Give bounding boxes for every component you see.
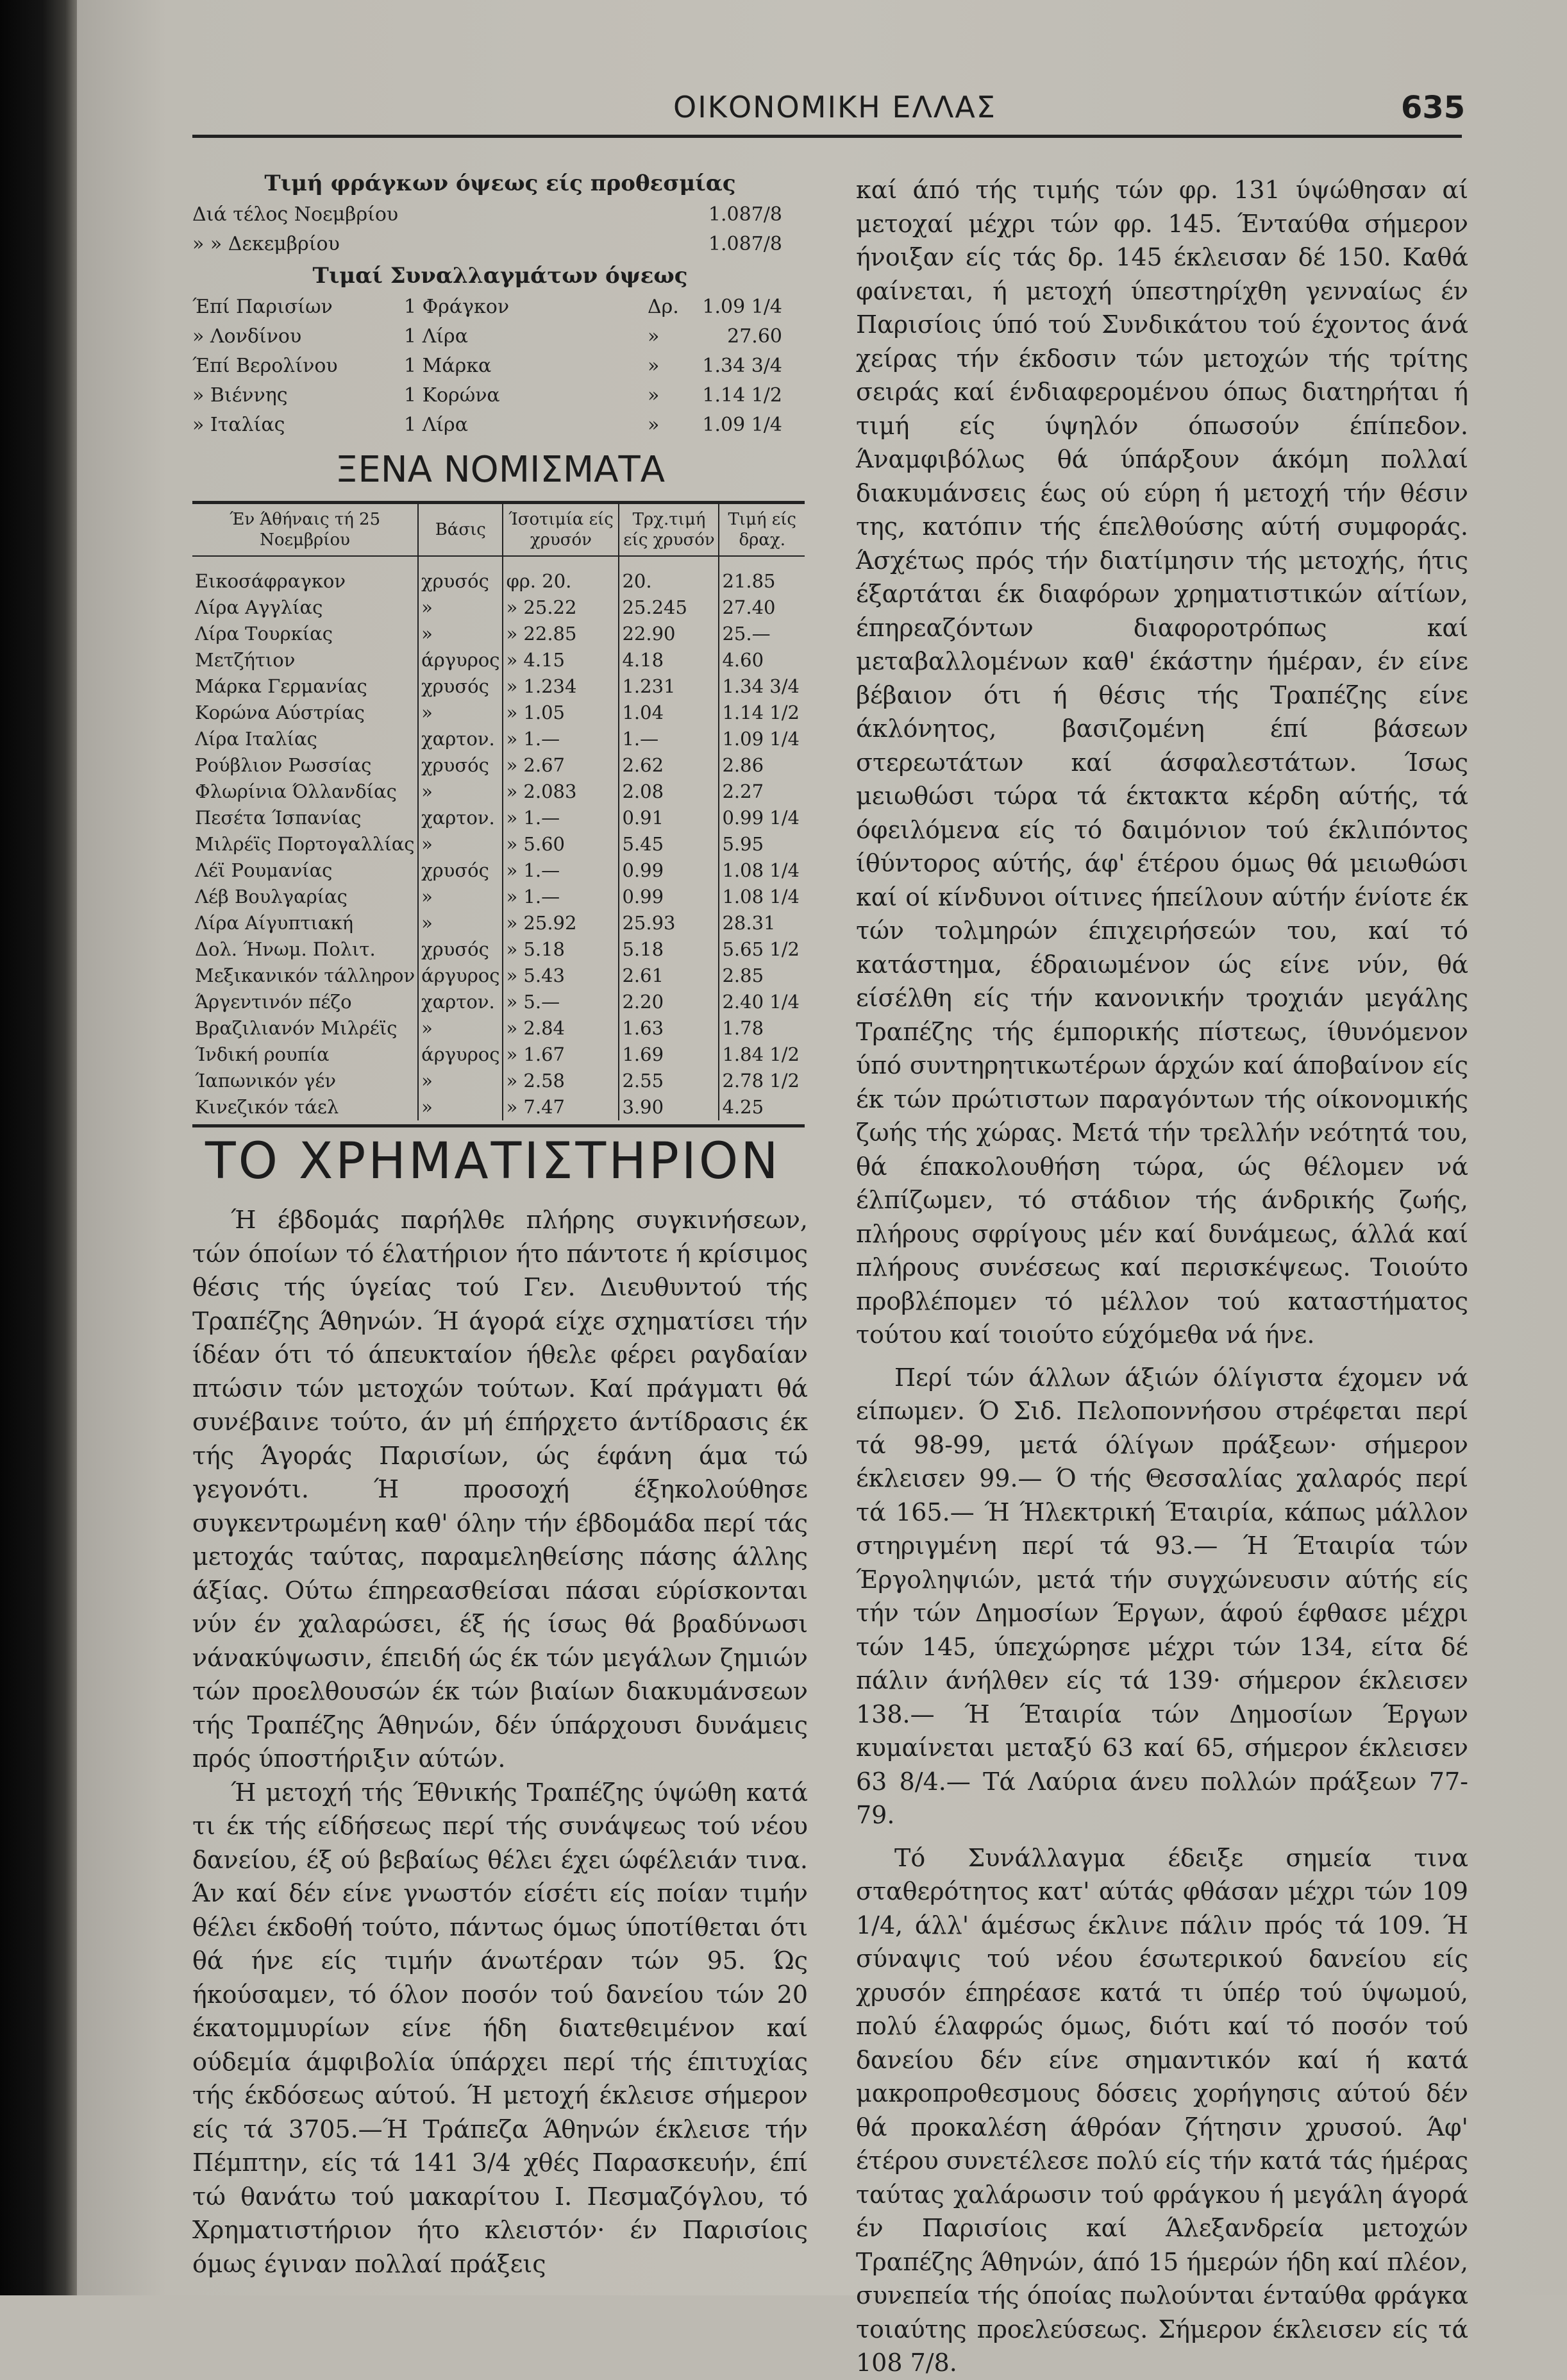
coin-parity: » 1.—: [503, 805, 619, 831]
coins-title: ΞΕΝΑ ΝΟΜΙΣΜΑΤΑ: [335, 449, 666, 491]
coin-gold-price: 1.04: [619, 700, 719, 726]
coin-gold-price: 0.99: [619, 884, 719, 910]
coin-drachma-price: 28.31: [719, 910, 805, 936]
exchange-currency: »: [648, 414, 660, 436]
coin-drachma-price: 4.25: [719, 1094, 805, 1120]
header-rule: [192, 135, 1462, 138]
coin-basis: »: [418, 700, 503, 726]
coin-gold-price: 1.63: [619, 1015, 719, 1042]
coin-name: Άργεντινόν πέζο: [195, 991, 352, 1013]
table-row: [192, 1094, 805, 1120]
coin-basis: χρυσός: [418, 752, 503, 779]
coin-name: Λέϊ Ρουμανίας: [195, 859, 333, 881]
exchange-value: 27.60: [727, 325, 782, 348]
coins-table-body: [192, 556, 805, 1120]
coin-basis: χαρτον.: [418, 805, 503, 831]
coin-gold-price: 2.08: [619, 779, 719, 805]
table-row: [192, 805, 805, 831]
coin-gold-price: 0.99: [619, 857, 719, 884]
coin-name: Πεσέτα Ίσπανίας: [195, 807, 362, 829]
exchange-value: 1.09 1/4: [702, 296, 782, 318]
coin-name: Εικοσάφραγκον: [195, 570, 346, 592]
coin-name: Λίρα Τουρκίας: [195, 623, 333, 645]
table-row: [192, 556, 805, 595]
article-title: ΤΟ ΧΡΗΜΑΤΙΣΤΗΡΙΟΝ: [205, 1133, 781, 1190]
price-value: 1.087/8: [708, 233, 782, 255]
table-row: [192, 1015, 805, 1042]
paragraph-gap: [856, 1352, 1468, 1361]
table-header-row: [192, 503, 805, 557]
coin-basis: »: [418, 621, 503, 647]
coin-basis: χαρτον.: [418, 726, 503, 752]
coin-drachma-price: 1.34 3/4: [719, 673, 805, 700]
coin-drachma-price: 1.08 1/4: [719, 884, 805, 910]
coin-basis: άργυρος: [418, 963, 503, 989]
coin-basis: χαρτον.: [418, 989, 503, 1015]
coin-gold-price: 5.18: [619, 936, 719, 963]
coin-name: Λίρα Αίγυπτιακή: [195, 912, 353, 934]
right-column: [856, 173, 1468, 2377]
table-row: [192, 989, 805, 1015]
table-row: [192, 779, 805, 805]
coin-drachma-price: 27.40: [719, 595, 805, 621]
coin-basis: »: [418, 1015, 503, 1042]
coin-name: Ρούβλιον Ρωσσίας: [195, 754, 372, 776]
price-value: 1.087/8: [708, 203, 782, 226]
coin-gold-price: 2.55: [619, 1068, 719, 1094]
table-row: [192, 1042, 805, 1068]
coin-drachma-price: 2.40 1/4: [719, 989, 805, 1015]
col-header-basis: Βάσις: [418, 503, 503, 557]
prices-list: [192, 200, 808, 259]
coin-gold-price: 25.93: [619, 910, 719, 936]
coin-drachma-price: 2.78 1/2: [719, 1068, 805, 1094]
coin-drachma-price: 5.95: [719, 831, 805, 857]
exchange-title: Τιμαί Συναλλαγμάτων όψεως: [312, 263, 688, 289]
prices-title: Τιμή φράγκων όψεως είς προθεσμίας: [264, 171, 736, 196]
coin-drachma-price: 2.86: [719, 752, 805, 779]
coin-parity: » 7.47: [503, 1094, 619, 1120]
coin-drachma-price: 1.84 1/2: [719, 1042, 805, 1068]
coin-name: Μιλρέϊς Πορτογαλλίας: [195, 833, 415, 855]
coin-gold-price: 1.—: [619, 726, 719, 752]
coin-name: Μεξικανικόν τάλληρον: [195, 965, 415, 986]
coin-gold-price: 4.18: [619, 647, 719, 673]
coin-drachma-price: 1.09 1/4: [719, 726, 805, 752]
coin-parity: » 5.60: [503, 831, 619, 857]
coin-gold-price: 20.: [619, 556, 719, 595]
coin-basis: χρυσός: [418, 857, 503, 884]
exchange-unit: 1 Φράγκον: [404, 296, 510, 318]
article-paragraph: Ή μετοχή τής Έθνικής Τραπέζης ύψώθη κατά τι έκ τής είδήσεως περί τής συνάψεως τού νέου δανείου, έξ ού βεβαίως θέλει έχει ώφέλειάν τινα. Άν καί δέν είνε γνωστόν είσέτι είς ποίαν τιμήν θέλει έκδοθή τούτο, πάντως όμως ύποτίθεται ότι θά ήνε είς τιμήν άνωτέραν τών 95. Ώς ήκούσαμεν, τό όλον ποσόν τού δανείου τών 20 έκατομμυρίων είνε ήδη διατεθειμένον καί ούδεμία άμφιβολία ύπάρχει περί τής έπιτυχίας τής έκδόσεως αύτού. Ή μετοχή έκλεισε σήμερον είς τά 3705.—Ή Τράπεζα Άθηνών έκλεισε τήν Πέμπτην, είς τά 141 3/4 χθές Παρασκευήν, έπί τώ θανάτω τού μακαρίτου Ι. Πεσμαζόγλου, τό Χρηματιστήριον ήτο κλειστόν· έν Παρισίοις όμως έγιναν πολλαί πράξεις: [192, 1778, 808, 2278]
coin-drachma-price: 0.99 1/4: [719, 805, 805, 831]
coin-parity: » 2.84: [503, 1015, 619, 1042]
table-row: [192, 647, 805, 673]
exchange-unit: 1 Κορώνα: [404, 384, 500, 407]
coin-parity: » 1.—: [503, 726, 619, 752]
table-row: [192, 726, 805, 752]
table-row: [192, 963, 805, 989]
table-row: [192, 673, 805, 700]
coin-name: Ίαπωνικόν γέν: [195, 1070, 337, 1092]
exchange-currency: Δρ.: [648, 296, 679, 318]
coin-parity: » 5.—: [503, 989, 619, 1015]
coin-drachma-price: 1.08 1/4: [719, 857, 805, 884]
exchange-value: 1.14 1/2: [702, 384, 782, 407]
coin-name: Δολ. Ήνωμ. Πολιτ.: [195, 938, 376, 960]
coin-gold-price: 2.62: [619, 752, 719, 779]
coin-drachma-price: 1.78: [719, 1015, 805, 1042]
coin-parity: » 22.85: [503, 621, 619, 647]
exchange-unit: 1 Λίρα: [404, 414, 468, 436]
coin-basis: »: [418, 831, 503, 857]
price-label: » » Δεκεμβρίου: [192, 233, 340, 255]
exchange-place: » Βιέννης: [192, 384, 288, 407]
exchange-row: [192, 410, 808, 440]
table-row: [192, 857, 805, 884]
left-column: [192, 167, 808, 2278]
coin-drachma-price: 1.14 1/2: [719, 700, 805, 726]
col-header-parity: Ίσοτιμία είς χρυσόν: [503, 503, 619, 557]
coin-name: Λίρα Αγγλίας: [195, 596, 323, 618]
coin-name: Φλωρίνια Όλλανδίας: [195, 781, 397, 802]
book-binding-shadow: [0, 0, 77, 2295]
exchange-place: » Ιταλίας: [192, 414, 285, 436]
table-row: [192, 700, 805, 726]
coin-gold-price: 22.90: [619, 621, 719, 647]
coin-parity: » 25.92: [503, 910, 619, 936]
coin-basis: »: [418, 779, 503, 805]
coin-drachma-price: 5.65 1/2: [719, 936, 805, 963]
coin-basis: χρυσός: [418, 673, 503, 700]
coin-basis: »: [418, 595, 503, 621]
coins-table: [192, 501, 805, 1120]
coin-basis: »: [418, 1094, 503, 1120]
coin-gold-price: 3.90: [619, 1094, 719, 1120]
coin-parity: » 1.05: [503, 700, 619, 726]
article-paragraph: καί άπό τής τιμής τών φρ. 131 ύψώθησαν αί μετοχαί μέχρι τών φρ. 145. Ένταύθα σήμερον ήνοιξαν είς τάς δρ. 145 έκλεισαν δέ 150. Καθά φαίνεται, ή μετοχή ύπεστηρίχθη γενναίως έν Παρισίοις ύπό τού Συνδικάτου τού έχοντος άνά χείρας τήν έκδοσιν τών μετοχών τής τρίτης σειράς καί ένδιαφερομένου όπως διατηρήται ή τιμή είς ύψηλόν όπωσούν έπίπεδον. Άναμφιβόλως θά ύπάρξουν άκόμη πολλαί διακυμάνσεις έως ού εύρη ή μετοχή τήν θέσιν της, κατόπιν τής έπελθούσης αύτή συμφοράς. Άσχέτως πρός τήν διατίμησιν τής μετοχής, ήτις έξαρτάται έκ διαφόρων χρηματιστικών αίτίων, έπηρεαζόντων διαφοροτρόπως καί μεταβαλλομένων καθ' έκάστην ήμέραν, έν είνε βέβαιον ότι ή θέσις τής Τραπέζης είνε άκλόνητος, βασιζομένη έπί βάσεων στερεωτάτων καί άσφαλεστάτων. Ίσως μειωθώσι τώρα τά έκτακτα κέρδη αύτής, τά όφειλόμενα είς τό δαιμόνιον τού έκλιπόντος ίθύντορος αύτής, άφ' έτέρου όμως θά μειωθώσι καί οί κίνδυνοι οίτινες ήπείλουν αύτήν ένίοτε έκ τών τολμηρών έπιχειρήσεών του, καί τό κατάστημα, έδραιωμένον ώς είνε νύν, θά είσέλθη είς τήν κανονικήν τροχιάν μεγάλης Τραπέζης τής έμπορικής πίστεως, ίθυνόμενον ύπό συντηρητικωτέρων άρχών καί άποβαίνον είς έκ τών πρώτιστων παραγόντων τής οίκονομικής ζωής τής χώρας. Μετά τήν τρελλήν νεότητά του, θά έπακολουθήση τώρα, ώς θέλομεν νά έλπίζωμεν, τό στάδιον τής άνδρικής ζωής, πλήρους σφρίγους μέν καί δυνάμεως, άλλά καί πλήρους συνέσεως καί περισκέψεως. Τοιούτο προβλέπομεν τό μέλλον τού καταστήματος τούτου καί τοιούτο εύχόμεθα νά ήνε.: [856, 176, 1468, 1349]
coin-drachma-price: 25.—: [719, 621, 805, 647]
coin-parity: » 5.18: [503, 936, 619, 963]
coin-gold-price: 1.231: [619, 673, 719, 700]
coin-gold-price: 1.69: [619, 1042, 719, 1068]
table-row: [192, 621, 805, 647]
paragraph-gap: [856, 1832, 1468, 1841]
page-number: 635: [1401, 90, 1466, 126]
coin-parity: » 1.234: [503, 673, 619, 700]
table-row: [192, 936, 805, 963]
col-header-date: Έν Άθήναις τή 25 Νοεμβρίου: [192, 503, 418, 557]
coin-basis: »: [418, 1068, 503, 1094]
exchange-unit: 1 Λίρα: [404, 325, 468, 348]
table-row: [192, 910, 805, 936]
article-paragraph: Ή έβδομάς παρήλθε πλήρης συγκινήσεων, τών όποίων τό έλατήριον ήτο πάντοτε ή κρίσιμος θέσις τής ύγείας τού Γεν. Διευθυντού τής Τραπέζης Άθηνών. Ή άγορά είχε σχηματίσει τήν ίδέαν ότι τό άπευκταίον ήθελε φέρει ραγδαίαν πτώσιν τών μετοχών τούτων. Καί πράγματι θά συνέβαινε τούτο, άν μή έπήρχετο άντίδρασις έκ τής Άγοράς Παρισίων, ώς έφάνη άμα τώ γεγονότι. Ή προσοχή έξηκολούθησε συγκεντρωμένη καθ' όλην τήν έβδομάδα περί τάς μετοχάς ταύτας, παραμεληθείσης πάσης άλλης άξίας. Ούτω έπηρεασθείσαι πάσαι εύρίσκονται νύν έν χαλαρώσει, έξ ής ίσως θά βραδύνωσι νάνακύψωσιν, έπειδή ώς έκ τών μεγάλων ζημιών τών προελθουσών έκ τών βιαίων διακυμάνσεων τής Τραπέζης Άθηνών, δέν ύπάρχουσι δυνάμεις πρός ύποστήριξιν αύτών.: [192, 1206, 808, 1773]
coin-name: Λίρα Ιταλίας: [195, 728, 317, 750]
table-bottom-rule: [192, 1124, 805, 1127]
coin-basis: »: [418, 884, 503, 910]
coin-drachma-price: 4.60: [719, 647, 805, 673]
coin-name: Λέβ Βουλγαρίας: [195, 886, 348, 907]
exchange-row: [192, 381, 808, 410]
coin-gold-price: 5.45: [619, 831, 719, 857]
coin-gold-price: 0.91: [619, 805, 719, 831]
coin-name: Κορώνα Αύστρίας: [195, 702, 365, 723]
coin-gold-price: 2.20: [619, 989, 719, 1015]
exchange-unit: 1 Μάρκα: [404, 355, 492, 377]
coin-basis: άργυρος: [418, 647, 503, 673]
exchange-currency: »: [648, 384, 660, 407]
coin-parity: » 5.43: [503, 963, 619, 989]
coin-name: Μετζήτιον: [195, 649, 296, 671]
coin-parity: » 25.22: [503, 595, 619, 621]
price-label: Διά τέλος Νοεμβρίου: [192, 203, 399, 226]
exchange-value: 1.34 3/4: [702, 355, 782, 377]
coin-drachma-price: 21.85: [719, 556, 805, 595]
coin-name: Κινεζικόν τάελ: [195, 1096, 339, 1118]
running-header: ΟΙΚΟΝΟΜΙΚΗ ΕΛΛΑΣ: [673, 90, 996, 124]
coin-basis: χρυσός: [418, 556, 503, 595]
coin-drachma-price: 2.27: [719, 779, 805, 805]
coin-basis: χρυσός: [418, 936, 503, 963]
coin-parity: » 4.15: [503, 647, 619, 673]
coin-parity: » 2.083: [503, 779, 619, 805]
coin-parity: » 2.58: [503, 1068, 619, 1094]
exchange-currency: »: [648, 325, 660, 348]
coin-gold-price: 2.61: [619, 963, 719, 989]
coin-basis: άργυρος: [418, 1042, 503, 1068]
coin-parity: φρ. 20.: [503, 556, 619, 595]
exchange-place: Έπί Βερολίνου: [192, 355, 338, 377]
price-row: [192, 200, 808, 230]
exchange-place: » Λονδίνου: [192, 325, 302, 348]
coin-name: Ίνδική ρουπία: [195, 1043, 330, 1065]
coin-parity: » 1.—: [503, 857, 619, 884]
col-header-drachma: Τιμή είς δραχ.: [719, 503, 805, 557]
exchange-row: [192, 292, 808, 322]
coin-parity: » 1.—: [503, 884, 619, 910]
exchange-list: [192, 292, 808, 440]
article-paragraph: Περί τών άλλων άξιών όλίγιστα έχομεν νά είπωμεν. Ό Σιδ. Πελοποννήσου στρέφεται περί τά 98-99, μετά όλίγων πράξεων· σήμερον έκλεισεν 99.— Ό τής Θεσσαλίας χαλαρός περί τά 165.— Ή Ήλεκτρική Έταιρία, κάπως μάλλον στηριγμένη περί τά 93.— Ή Έταιρία τών Έργοληψιών, μετά τήν συγχώνευσιν αύτής είς τήν τών Δημοσίων Έργων, άφού έφθασε μέχρι τών 145, ύπεχώρησε μέχρι τών 134, είτα δέ πάλιν άνήλθεν είς τά 139· σήμερον έκλεισεν 138.— Ή Έταιρία τών Δημοσίων Έργων κυμαίνεται μεταξύ 63 καί 65, σήμερον έκλεισεν 63 8/4.— Τά Λαύρια άνευ πολλών πράξεων 77-79.: [856, 1363, 1468, 1829]
table-row: [192, 884, 805, 910]
exchange-value: 1.09 1/4: [702, 414, 782, 436]
coin-basis: »: [418, 910, 503, 936]
exchange-currency: »: [648, 355, 660, 377]
table-row: [192, 1068, 805, 1094]
coin-name: Βραζιλιανόν Μιλρέϊς: [195, 1017, 398, 1039]
col-header-gold: Τρχ.τιμή είς χρυσόν: [619, 503, 719, 557]
exchange-row: [192, 322, 808, 351]
coin-name: Μάρκα Γερμανίας: [195, 675, 367, 697]
table-row: [192, 752, 805, 779]
exchange-place: Έπί Παρισίων: [192, 296, 333, 318]
coin-parity: » 2.67: [503, 752, 619, 779]
price-row: [192, 230, 808, 259]
coin-gold-price: 25.245: [619, 595, 719, 621]
coin-drachma-price: 2.85: [719, 963, 805, 989]
table-row: [192, 831, 805, 857]
article-paragraph: Τό Συνάλλαγμα έδειξε σημεία τινα σταθερότητος κατ' αύτάς φθάσαν μέχρι τών 109 1/4, άλλ' άμέσως έκλινε πάλιν πρός τά 109. Ή σύναψις τού νέου έσωτερικού δανείου είς χρυσόν έπηρέασε κατά τι ύπέρ τού ύψωμού, πολύ έλαφρώς όμως, διότι καί τό ποσόν τού δανείου δέν είνε σημαντικόν καί ή κατά μακροπροθεσμους δόσεις χορήγησις αύτού δέν θά προκαλέση άθρόαν ζήτησιν χρυσού. Άφ' έτέρου συνετέλεσε πολύ είς τήν κατά τάς ήμέρας ταύτας χαλάρωσιν τού φράγκου ή μεγάλη άγορά έν Παρισίοις καί Άλεξανδρεία μετοχών Τραπέζης Άθηνών, άπό 15 ήμερών ήδη καί πλέον, συνεπεία τής όποίας πωλούνται ένταύθα φράγκα τοιαύτης προελεύσεως. Σήμερον έκλεισεν είς τά 108 7/8.: [856, 1843, 1468, 2377]
coin-parity: » 1.67: [503, 1042, 619, 1068]
table-row: [192, 595, 805, 621]
exchange-row: [192, 351, 808, 381]
